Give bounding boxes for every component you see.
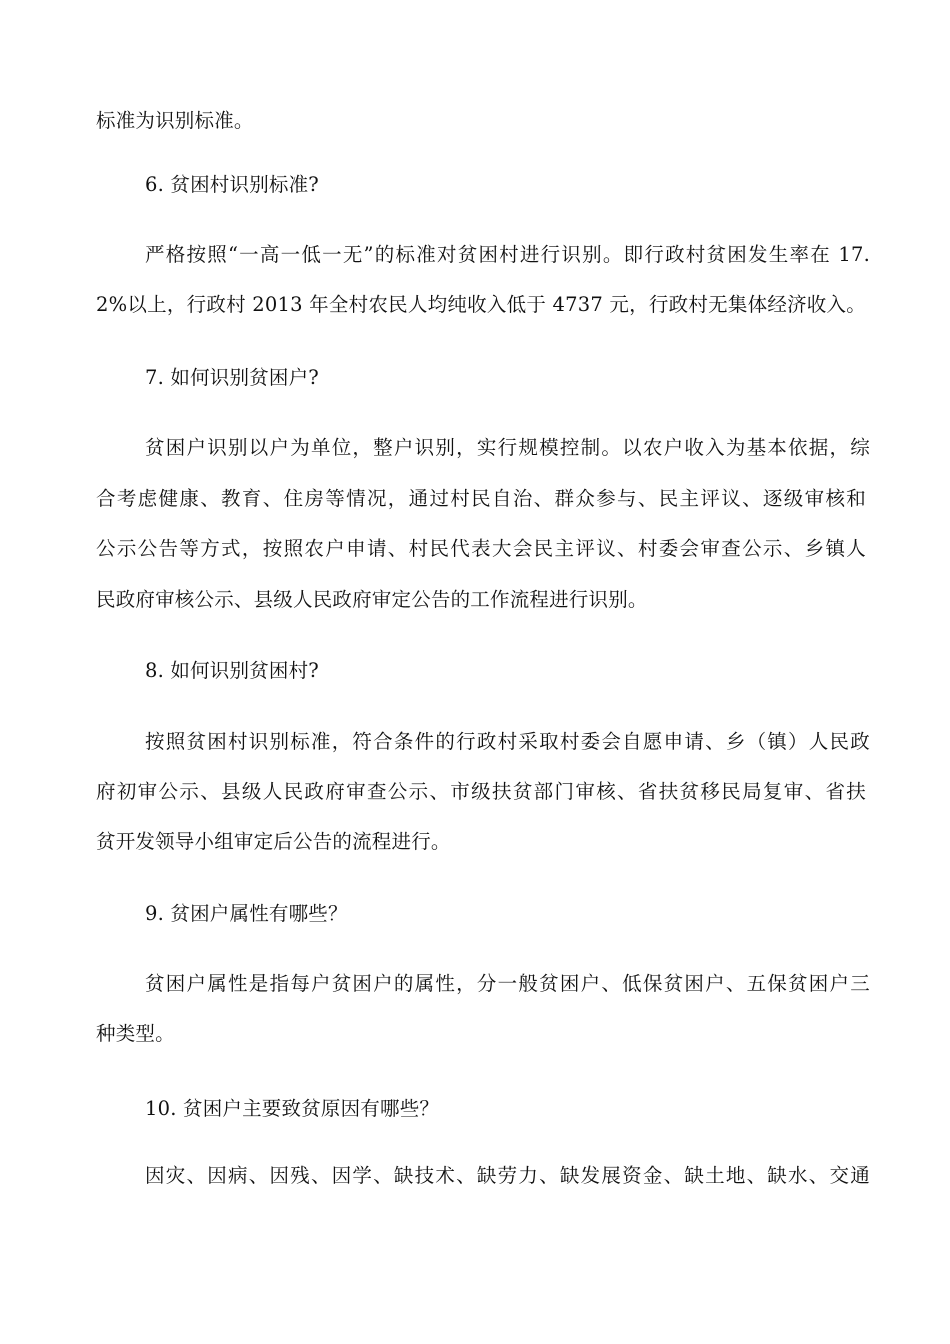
question-7-heading: 7. 如何识别贫困户? — [145, 366, 319, 389]
answer-7-line-4: 民政府审核公示、县级人民政府审定公告的工作流程进行识别。 — [96, 588, 648, 611]
answer-8-line-1: 按照贫困村识别标准，符合条件的行政村采取村委会自愿申请、乡（镇）人民政 — [145, 730, 870, 753]
answer-7-line-1: 贫困户识别以户为单位，整户识别，实行规模控制。以农户收入为基本依据，综 — [145, 436, 870, 459]
answer-6-line-1: 严格按照“一高一低一无”的标准对贫困村进行识别。即行政村贫困发生率在 17. — [145, 243, 870, 266]
answer-7-line-3: 公示公告等方式，按照农户申请、村民代表大会民主评议、村委会审查公示、乡镇人 — [96, 537, 866, 560]
answer-9-line-2: 种类型。 — [96, 1022, 175, 1045]
answer-7-line-2: 合考虑健康、教育、住房等情况，通过村民自治、群众参与、民主评议、逐级审核和 — [96, 487, 866, 510]
answer-8-line-2: 府初审公示、县级人民政府审查公示、市级扶贫部门审核、省扶贫移民局复审、省扶 — [96, 780, 866, 803]
answer-8-line-3: 贫开发领导小组审定后公告的流程进行。 — [96, 830, 451, 853]
question-10-heading: 10. 贫困户主要致贫原因有哪些？ — [145, 1097, 440, 1120]
answer-9-line-1: 贫困户属性是指每户贫困户的属性，分一般贫困户、低保贫困户、五保贫困户三 — [145, 972, 870, 995]
answer-10-line-1: 因灾、因病、因残、因学、缺技术、缺劳力、缺发展资金、缺土地、缺水、交通 — [145, 1164, 870, 1187]
paragraph-continuation: 标准为识别标准。 — [96, 109, 254, 132]
question-9-heading: 9. 贫困户属性有哪些？ — [145, 902, 348, 925]
question-8-heading: 8. 如何识别贫困村? — [145, 659, 319, 682]
answer-6-line-2: 2%以上，行政村 2013 年全村农民人均纯收入低于 4737 元，行政村无集体经济收入。 — [96, 293, 866, 316]
question-6-heading: 6. 贫困村识别标准? — [145, 173, 319, 196]
